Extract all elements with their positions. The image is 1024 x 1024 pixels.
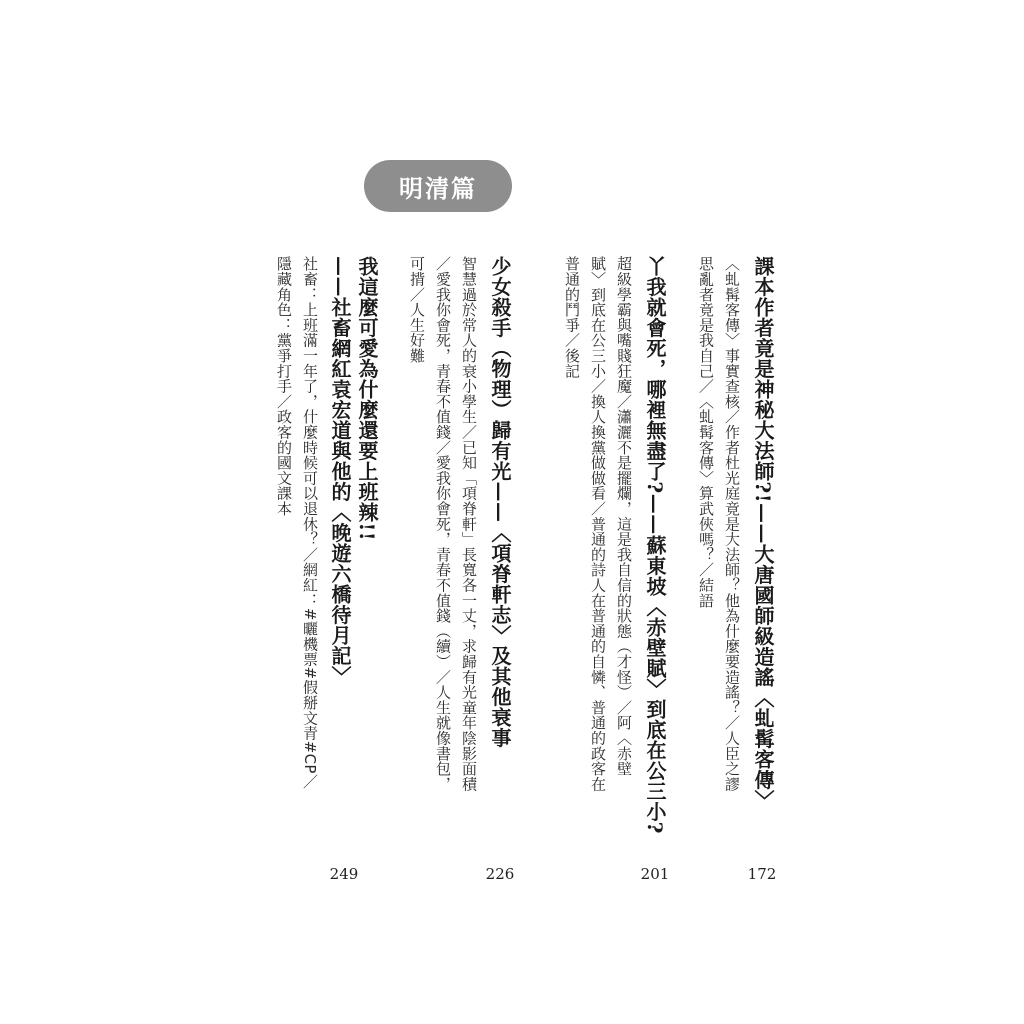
section-title: 明清篇 [399,173,477,203]
page-number: 226 [485,865,515,883]
page-number: 172 [747,865,777,883]
entry-subline: 隱藏角色：黨爭打手／政客的國文課本 [275,256,293,517]
entry-subline: 智慧過於常人的衰小學生／已知「項脊軒」長寬各一丈，求歸有光童年陰影面積 [460,256,478,792]
entry-subline: 賦〉到底在公三小／換人換黨做做看／普通的詩人在普通的自憐、普通的政客在 [589,256,607,792]
entry-subline: 思亂者竟是我自己／〈虬髯客傳〉算武俠嗎？／結語 [697,256,715,608]
entry-title-continued: ——社畜網紅袁宏道與他的〈晚遊六橋待月記〉 [328,256,352,687]
entry-subline: ／愛我你會死，青春不值錢／愛我你會死，青春不值錢（續）／人生就像書包， [434,256,452,792]
entry-subline: 〈虬髯客傳〉事實查核／作者杜光庭竟是大法師？他為什麼要造謠？／人臣之謬 [723,256,741,792]
entry-title: 課本作者竟是神秘大法師?!——大唐國師級造謠〈虬髯客傳〉 [751,256,775,811]
entry-subline: 普通的鬥爭／後記 [563,256,581,379]
entry-subline: 可揹／人生好難 [408,256,426,364]
page-number: 249 [329,865,359,883]
entry-title: 我這麼可愛為什麼還要上班辣!! [355,256,379,542]
page-number: 201 [640,865,670,883]
entry-title: 少女殺手（物理）歸有光——〈項脊軒志〉及其他衰事 [488,256,512,748]
section-badge [364,160,512,212]
entry-subline: 社畜：上班滿一年了，什麼時候可以退休？／網紅：#曬機票#假掰文青#CP／ [301,256,319,790]
entry-title: 丫我就會死，哪裡無盡了?——蘇東坡〈赤壁賦〉到底在公三小? [643,256,667,834]
entry-subline: 超級學霸與嘴賤狂魔／瀟灑不是擺爛，這是我自信的狀態（才怪）／阿〈赤壁 [615,256,633,777]
